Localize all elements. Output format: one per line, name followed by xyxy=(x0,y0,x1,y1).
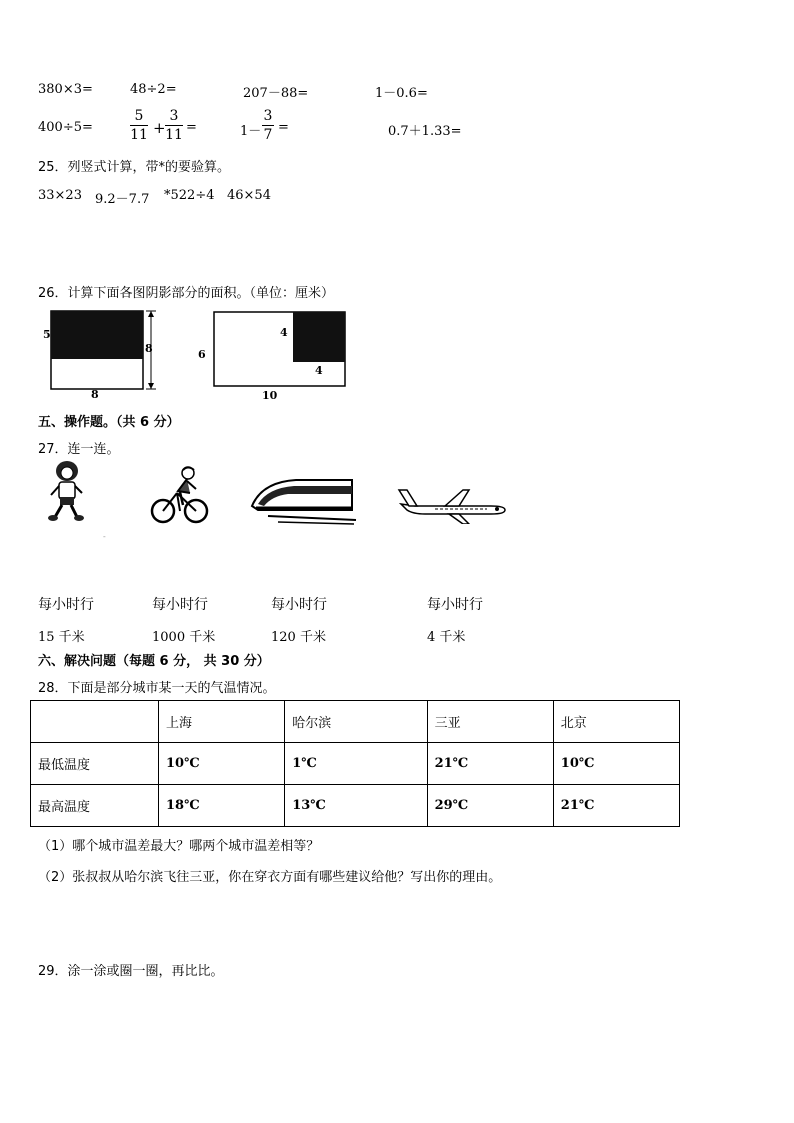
table-header-row xyxy=(31,701,680,743)
fraction-5-11: 5 11 xyxy=(130,108,148,143)
q28-title: 28．下面是部分城市某一天的气温情况。 xyxy=(38,681,276,696)
child-walking-icon xyxy=(46,460,88,522)
table-cell: 10℃ xyxy=(159,743,285,785)
q27-title: 27．连一连。 xyxy=(38,442,120,457)
fraction-3-7: 3 7 xyxy=(263,108,273,143)
section-6-heading: 六、解决问题（每题 6 分， 共 30 分） xyxy=(38,654,270,669)
row-label: 最低温度 xyxy=(31,743,159,785)
q25-item-3: *522÷4 xyxy=(164,188,215,203)
oral-calc-1: 380×3= xyxy=(38,82,93,97)
small-mark: - xyxy=(103,532,106,541)
table-cell: 21℃ xyxy=(553,785,679,827)
table-cell: 21℃ xyxy=(427,743,553,785)
figure-2-rectangle xyxy=(210,308,350,390)
speed-value-2: 1000 千米 xyxy=(152,630,216,645)
figure-1-bottom-label: 8 xyxy=(91,388,99,401)
speed-value-3: 120 千米 xyxy=(271,630,326,645)
oral-calc-3: 207－88= xyxy=(243,86,309,101)
section-5-heading: 五、操作题。（共 6 分） xyxy=(38,415,180,430)
speed-label-3: 每小时行 xyxy=(271,597,327,613)
figure-2-inner-left-label: 4 xyxy=(280,326,288,339)
temperature-table xyxy=(30,700,680,827)
table-cell: 10℃ xyxy=(553,743,679,785)
oral-calc-2: 48÷2= xyxy=(130,82,177,97)
plus-sign: + xyxy=(153,119,166,137)
q25-item-4: 46×54 xyxy=(227,188,271,203)
speed-label-4: 每小时行 xyxy=(427,597,483,613)
equals-sign-1: = xyxy=(186,120,197,135)
speed-value-1: 15 千米 xyxy=(38,630,85,645)
figure-2-shaded xyxy=(293,312,345,362)
figure-1-left-label: 5 xyxy=(43,328,51,341)
table-cell: 1℃ xyxy=(285,743,427,785)
table-header-cell: 北京 xyxy=(553,701,679,743)
one-minus: 1－ xyxy=(240,124,262,139)
figure-2-inner-bottom-label: 4 xyxy=(315,364,323,377)
q28-sub1: （1）哪个城市温差最大？哪两个城市温差相等？ xyxy=(38,839,320,854)
figure-2-left-label: 6 xyxy=(198,348,206,361)
high-speed-train-icon xyxy=(248,476,358,526)
table-cell: 29℃ xyxy=(427,785,553,827)
fraction-3-11: 3 11 xyxy=(165,108,183,143)
table-header-cell: 哈尔滨 xyxy=(285,701,427,743)
airplane-icon xyxy=(395,486,507,524)
table-header-cell: 上海 xyxy=(159,701,285,743)
q29-title: 29．涂一涂或圈一圈，再比比。 xyxy=(38,964,224,979)
figure-1-right-label: 8 xyxy=(145,342,153,355)
figure-2-bottom-label: 10 xyxy=(262,389,278,402)
speed-label-1: 每小时行 xyxy=(38,597,94,613)
oral-calc-5: 400÷5= xyxy=(38,120,93,135)
q25-title: 25．列竖式计算，带*的要验算。 xyxy=(38,160,231,175)
table-cell: 13℃ xyxy=(285,785,427,827)
q25-item-1: 33×23 xyxy=(38,188,82,203)
q28-sub2: （2）张叔叔从哈尔滨飞往三亚，你在穿衣方面有哪些建议给他？写出你的理由。 xyxy=(38,870,502,885)
q26-title: 26．计算下面各图阴影部分的面积。（单位：厘米） xyxy=(38,286,335,301)
q25-item-2: 9.2－7.7 xyxy=(95,192,150,207)
table-corner-cell xyxy=(31,701,159,743)
figure-1-shaded xyxy=(51,311,143,359)
oral-calc-4: 1－0.6= xyxy=(375,86,428,101)
speed-label-2: 每小时行 xyxy=(152,597,208,613)
table-cell: 18℃ xyxy=(159,785,285,827)
equals-sign-2: = xyxy=(278,120,289,135)
cyclist-icon xyxy=(150,465,210,527)
oral-calc-8: 0.7＋1.33= xyxy=(388,124,462,139)
table-header-cell: 三亚 xyxy=(427,701,553,743)
speed-value-4: 4 千米 xyxy=(427,630,466,645)
row-label: 最高温度 xyxy=(31,785,159,827)
table-row xyxy=(31,785,680,827)
table-row xyxy=(31,743,680,785)
